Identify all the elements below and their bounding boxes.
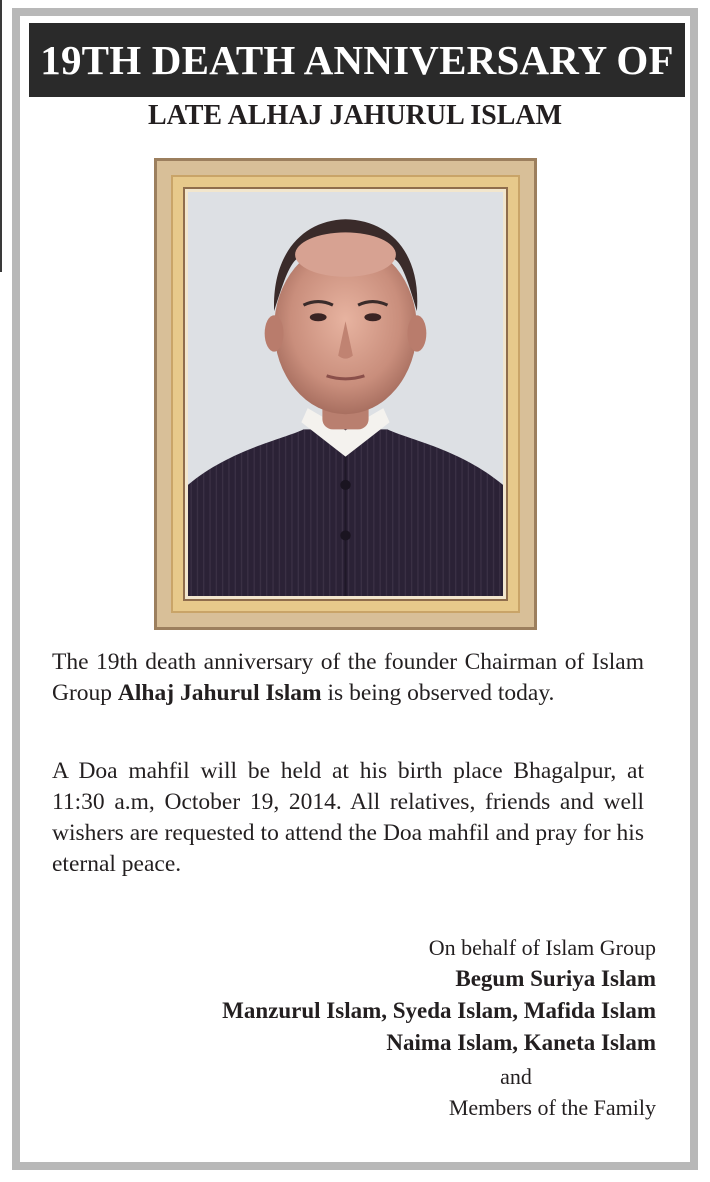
notice-paragraph-2: A Doa mahfil will be held at his birth place Bhagalpur, at 11:30 a.m, October 19, 2014. All relatives, friends and well wishers are requested to attend the Doa mahfil and pray for his eternal peace. <box>52 758 644 877</box>
notice-text-after: is being observed today. <box>321 680 555 706</box>
portrait-photo <box>183 187 508 601</box>
portrait-frame <box>154 158 537 630</box>
notice-name-bold: Alhaj Jahurul Islam <box>117 680 322 706</box>
banner-title: 19TH DEATH ANNIVERSARY OF <box>29 23 685 97</box>
signatory-line-2: Manzurul Islam, Syeda Islam, Mafida Islam <box>222 998 656 1023</box>
members-line: Members of the Family <box>448 1095 656 1120</box>
and-line: and <box>500 1064 532 1089</box>
signatory-line-1: Begum Suriya Islam <box>455 966 656 991</box>
on-behalf-line: On behalf of Islam Group <box>428 935 656 960</box>
notice-paragraph-1 <box>52 647 644 709</box>
deceased-name-heading: LATE ALHAJ JAHURUL ISLAM <box>147 100 563 131</box>
notice-text-before: The 19th death anniversary of the founder Chairman of Islam Group <box>52 649 644 706</box>
edge-mark <box>0 0 2 272</box>
signatory-line-3: Naima Islam, Kaneta Islam <box>386 1030 656 1055</box>
portrait-gold-mat <box>171 175 520 613</box>
portrait-image <box>188 192 503 596</box>
